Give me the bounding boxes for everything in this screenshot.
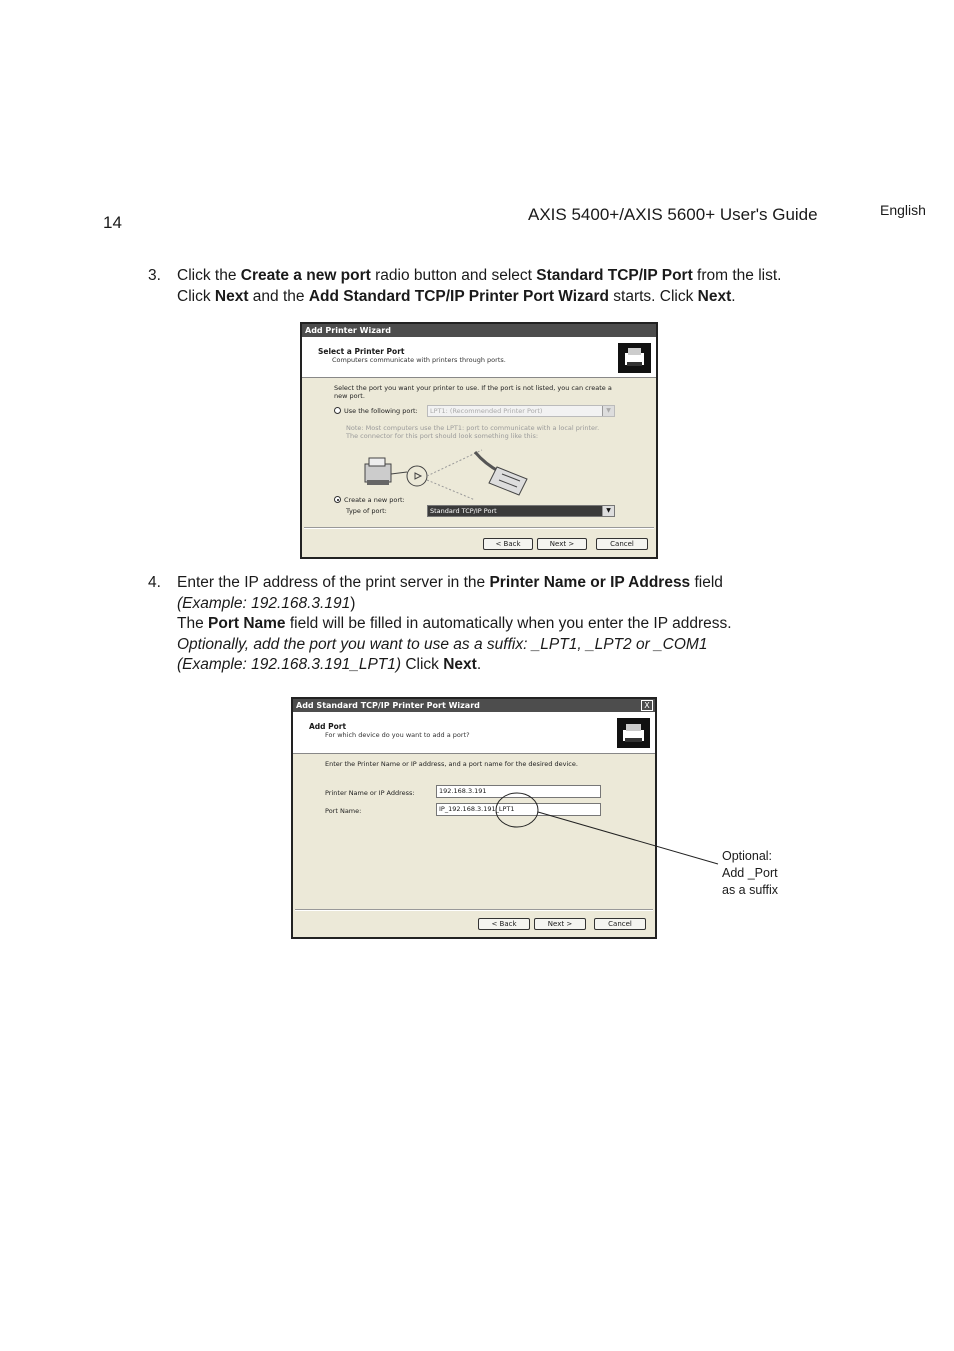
suffix-highlight-circle bbox=[496, 793, 538, 827]
use-port-select[interactable]: LPT1: (Recommended Printer Port) ▼ bbox=[427, 405, 615, 417]
intro-line-1: Select the port you want your printer to use. If the port is not listed, you can create a bbox=[334, 384, 612, 392]
callout-note bbox=[722, 848, 778, 899]
next-button[interactable]: Next > bbox=[537, 538, 587, 550]
intro-line-2: new port. bbox=[334, 392, 365, 400]
cancel-button[interactable]: Cancel bbox=[596, 538, 648, 550]
wizard-subheading: Computers communicate with printers through ports. bbox=[332, 356, 506, 364]
language-label: English bbox=[880, 202, 926, 218]
page-number: 14 bbox=[103, 213, 122, 232]
use-port-label: Use the following port: bbox=[344, 407, 418, 415]
type-of-port-label: Type of port: bbox=[346, 507, 387, 515]
close-icon[interactable]: X bbox=[641, 700, 653, 711]
step-number: 4. bbox=[148, 574, 161, 591]
create-port-label: Create a new port: bbox=[344, 496, 405, 504]
wizard-heading: Select a Printer Port bbox=[318, 347, 405, 356]
port-name-input[interactable]: IP_192.168.3.191_LPT1 bbox=[436, 803, 601, 816]
dialog-title: Add Printer Wizard bbox=[302, 324, 656, 337]
next-button[interactable]: Next > bbox=[534, 918, 586, 930]
cancel-button[interactable]: Cancel bbox=[594, 918, 646, 930]
step-4-line-3: The Port Name field will be filled in automatically when you enter the IP address. bbox=[177, 615, 732, 632]
step-4-line-1: Enter the IP address of the print server in the Printer Name or IP Address field bbox=[177, 574, 723, 591]
note-line-2: The connector for this port should look something like this: bbox=[346, 432, 539, 440]
wizard-heading: Add Port bbox=[309, 722, 347, 731]
guide-title: AXIS 5400+/AXIS 5600+ User's Guide bbox=[528, 205, 818, 224]
ip-address-label: Printer Name or IP Address: bbox=[325, 789, 415, 797]
port-name-label: Port Name: bbox=[325, 807, 362, 815]
back-button[interactable]: < Back bbox=[483, 538, 533, 550]
ip-address-input[interactable]: 192.168.3.191 bbox=[436, 785, 601, 798]
chevron-down-icon: ▼ bbox=[602, 406, 614, 416]
step-4-line-5: (Example: 192.168.3.191_LPT1) Click Next. bbox=[177, 656, 482, 673]
back-button[interactable]: < Back bbox=[478, 918, 530, 930]
step-3-line-2: Click Next and the Add Standard TCP/IP Printer Port Wizard starts. Click Next. bbox=[177, 287, 736, 305]
callout-leader-line bbox=[538, 812, 718, 864]
wizard-subheading: For which device do you want to add a port? bbox=[325, 731, 470, 739]
step-4-line-4: Optionally, add the port you want to use as a suffix: _LPT1, _LPT2 or _COM1 bbox=[177, 635, 708, 653]
intro-text: Enter the Printer Name or IP address, and a port name for the desired device. bbox=[325, 760, 578, 768]
note-line-1: Note: Most computers use the LPT1: port to communicate with a local printer. bbox=[346, 424, 600, 432]
dialog-title: Add Standard TCP/IP Printer Port Wizard bbox=[293, 699, 655, 712]
step-3-line-1: Click the Create a new port radio button and select Standard TCP/IP Port from the list. bbox=[177, 267, 782, 284]
callout-line-2: Add _Port bbox=[722, 866, 778, 880]
callout-line-3: as a suffix bbox=[722, 883, 779, 897]
port-type-select[interactable]: Standard TCP/IP Port ▼ bbox=[427, 505, 615, 517]
callout-line-1: Optional: bbox=[722, 849, 773, 863]
step-number: 3. bbox=[148, 267, 161, 284]
chevron-down-icon: ▼ bbox=[602, 506, 614, 516]
step-4-line-2: (Example: 192.168.3.191) bbox=[177, 594, 356, 612]
